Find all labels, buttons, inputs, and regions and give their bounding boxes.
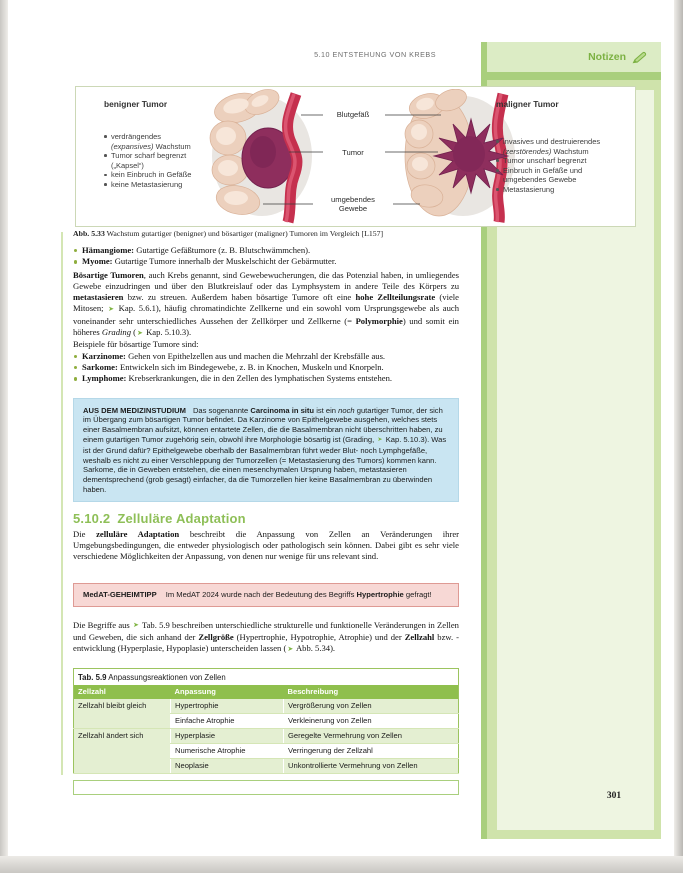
table-row: Einfache Atrophie Verkleinerung von Zellen xyxy=(74,713,459,728)
paragraph-tab-intro: Die Begriffe aus ➤ Tab. 5.9 beschreiben unterschiedliche strukturelle und funktionelle Veränderungen in Zellen und Geweben, die sich anhand der Zellgröße (Hypertrophie, Hypotrophie, Atrophie) und der Zellzahl bzw. -entwicklung (Hyperplasie, Hypoplasie) unterscheiden lassen (➤ Abb. 5.34). xyxy=(73,619,460,654)
malignant-bullet: Metastasierung xyxy=(496,185,618,195)
benign-bullet: kein Einbruch in Gefäße xyxy=(104,170,200,180)
benign-tumor-text-block xyxy=(104,99,200,190)
section-heading xyxy=(73,511,459,526)
notes-label: Notizen xyxy=(588,51,626,63)
list-item: Hämangiome: Gutartige Gefäßtumore (z. B. Blutschwämmchen). xyxy=(73,245,459,256)
figure-caption: Abb. 5.33 Wachstum gutartiger (benigner) und bösartiger (maligner) Tumoren im Vergleich [L157] xyxy=(73,229,384,238)
bullet-icon xyxy=(496,159,499,162)
table-row: Neoplasie Unkontrollierte Vermehrung von Zellen xyxy=(74,758,459,773)
section-title: Zelluläre Adaptation xyxy=(117,510,246,526)
group-label: Zellzahl bleibt gleich xyxy=(74,699,171,729)
table-row: Numerische Atrophie Verringerung der Zellzahl xyxy=(74,743,459,758)
notes-panel-divider xyxy=(481,72,661,80)
benign-tumor-title: benigner Tumor xyxy=(104,99,168,109)
paragraph-cellular-adaptation: Die zelluläre Adaptation beschreibt die Anpassung von Zellen an Veränderungen ihrer Umgebungsbedingungen, die entweder physiologisch oder pathologisch sein können. Dabei gibt es sehr viele verschiedene Möglichkeiten der Anpassung, von denen nur wenige für uns relevant sind. xyxy=(73,528,459,562)
examples-bullet-list xyxy=(73,351,459,385)
page-edge-right xyxy=(674,0,683,873)
list-item: Karzinome: Gehen von Epithelzellen aus und machen die Mehrzahl der Krebsfälle aus. xyxy=(73,351,459,362)
bullet-icon xyxy=(104,135,107,138)
table-title: Tab. 5.9 Anpassungsreaktionen von Zellen xyxy=(74,668,459,685)
pencil-icon xyxy=(632,51,647,64)
running-head: 5.10 ENTSTEHUNG VON KREBS xyxy=(314,50,436,59)
section-number: 5.10.2 xyxy=(73,510,111,526)
list-item: Sarkome: Entwickeln sich im Bindegewebe, z. B. in Knochen, Muskeln und Knorpeln. xyxy=(73,362,459,373)
main-text-column xyxy=(73,229,459,795)
bullet-icon xyxy=(74,260,77,263)
bullet-icon xyxy=(74,249,77,252)
med-box-paragraph2: Sarkome, die in Geweben entstehen, die einen mesenchymalen Ursprung haben, metastasieren dementsprechend (grob gesagt) einfacher, da die Tumorzellen hier keine Basalmembran zu überwinden haben. xyxy=(83,465,433,494)
malignant-bullet: invasives und destruierendes (zerstörendes) Wachstum xyxy=(496,137,618,156)
label-tumor: Tumor xyxy=(342,148,364,157)
malignant-tumor-title: maligner Tumor xyxy=(496,99,559,109)
bullet-icon xyxy=(496,169,499,172)
margin-rule xyxy=(61,232,63,775)
notes-panel-header xyxy=(487,42,661,72)
intro-bullet-list xyxy=(73,245,459,268)
table-header-row xyxy=(74,685,459,699)
benign-bullet: verdrängendes (expansives) Wachstum xyxy=(104,132,200,151)
table-row: Zellzahl bleibt gleich Hypertrophie Vergrößerung von Zellen xyxy=(74,699,459,714)
empty-note-box xyxy=(73,780,459,795)
med-studies-info-box: AUS DEM MEDIZINSTUDIUM Das sogenannte Carcinoma in situ ist ein noch gutartiger Tumor, der sich im Übergang zum bösartigen Tumor befindet. Da Karzinome von Epithelgewebe ausgehen, welches stets einer Basalmembran aufsitzt, können entartete Zellen, die die Basalmembran nicht überschritten haben, zu einem gutartigen Tumor zugehörig sein, obwohl ihre Morphologie bösartig ist (Grading, ➤ Kap. 5.10.3). Was ist der Grund dafür? Epithelgewebe oberhalb der Basalmembran führt weder Blut- noch Lymphgefäße, weshalb es nicht zu einer Verschleppung der Tumorzellen (= Metastasierung des Tumors) kommen kann. Sarkome, die in Geweben entstehen, die einen mesenchymalen Ursprung haben, metastasieren dementsprechend (grob gesagt) einfacher, da die Tumorzellen hier keine Basalmembran zu überwinden haben. xyxy=(73,398,459,502)
malignant-bullet: Tumor unscharf begrenzt xyxy=(496,156,618,166)
bullet-icon xyxy=(496,188,499,191)
bullet-icon xyxy=(104,154,107,157)
medat-tip-box: MedAT-GEHEIMTIPP Im MedAT 2024 wurde nach der Bedeutung des Begriffs Hypertrophie gefragt! xyxy=(73,583,459,607)
label-surrounding-tissue: umgebendes Gewebe xyxy=(331,195,375,214)
column-header: Zellzahl xyxy=(74,685,171,699)
examples-intro: Beispiele für bösartige Tumore sind: xyxy=(73,339,199,350)
bullet-icon xyxy=(74,366,77,369)
page-edge-bottom xyxy=(0,856,683,873)
bullet-icon xyxy=(104,183,107,186)
figure-5-33 xyxy=(75,86,636,227)
malignant-bullet: Einbruch in Gefäße und umgebendes Gewebe xyxy=(496,166,618,185)
bullet-icon xyxy=(74,377,77,380)
list-item: Myome: Gutartige Tumore innerhalb der Muskelschicht der Gebärmutter. xyxy=(73,256,459,267)
bullet-icon xyxy=(496,140,499,143)
table-5-9 xyxy=(73,668,459,774)
column-header: Beschreibung xyxy=(284,685,459,699)
benign-bullet: keine Metastasierung xyxy=(104,180,200,190)
table-row: Zellzahl ändert sich Hyperplasie Geregelte Vermehrung von Zellen xyxy=(74,728,459,743)
malignant-tumor-text-block xyxy=(496,99,618,195)
benign-bullet: Tumor scharf begrenzt („Kapsel“) xyxy=(104,151,200,170)
list-item: Lymphome: Krebserkrankungen, die in den Zellen des lymphatischen Systems entstehen. xyxy=(73,373,459,384)
label-blood-vessel: Blutgefäß xyxy=(336,110,370,119)
group-label: Zellzahl ändert sich xyxy=(74,728,171,773)
bullet-icon xyxy=(104,174,107,177)
page-number: 301 xyxy=(606,791,622,801)
bullet-icon xyxy=(74,355,77,358)
benign-tumor-illustration xyxy=(210,89,312,222)
page-edge-left xyxy=(0,0,8,873)
med-box-label: AUS DEM MEDIZINSTUDIUM xyxy=(83,405,186,415)
paragraph-malignant-tumors: Bösartige Tumoren, auch Krebs genannt, sind Gewebewucherungen, die das Potenzial haben, in umliegendes Gewebe einzudringen und über den Blutkreislauf oder das Lymphsystem in andere Teile des Körpers zu metastasieren bzw. zu streuen. Außerdem haben bösartige Tumore oft eine hohe Zellteilungsrate (viele Mitosen; ➤ Kap. 5.6.1), häufig chromatindichte Zellkerne und ein sowohl vom Ursprungsgewebe als auch voneinander sehr unterschiedliches Aussehen der Zellkörper und Zellkerne (= Polymorphie) und somit ein höheres Grading (➤ Kap. 5.10.3). xyxy=(73,269,459,338)
column-header: Anpassung xyxy=(171,685,284,699)
tip-box-label: MedAT-GEHEIMTIPP xyxy=(83,589,157,599)
